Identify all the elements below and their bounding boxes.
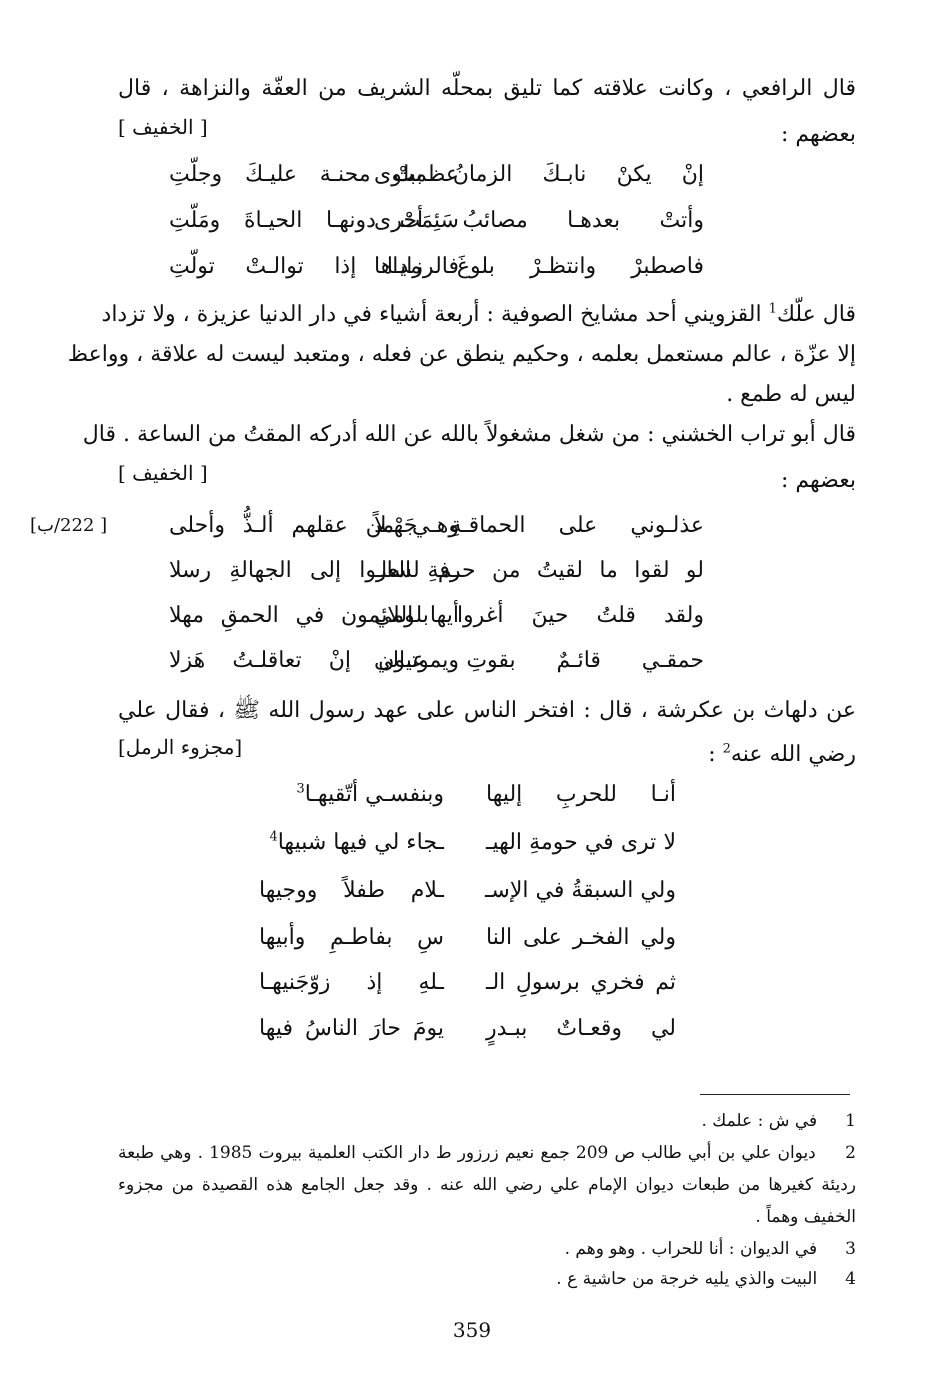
footnote: [118, 1236, 856, 1263]
footnote-text: ديوان علي بن أبي طالب ص 209 جمع نعيم زرزور ط دار الكتب العلمية بيروت 1985 . وهي طبعة: [118, 1143, 816, 1163]
text-run: قال علّك: [776, 302, 856, 327]
paragraph-line: ليس له طمع .: [726, 382, 856, 407]
footnote-ref: 3: [296, 781, 305, 797]
meter-label: [مجزوء الرمل]: [118, 735, 243, 759]
verse-hemistich-left: سِ بفاطـمِ وأبيها: [259, 925, 444, 950]
manuscript-folio-note: [ 222/ب]: [30, 515, 108, 536]
footnote-number: 4: [845, 1269, 856, 1289]
meter-label: [ الخفيف ]: [118, 461, 208, 485]
footnote-ref: 1: [768, 301, 777, 317]
footnote-continuation: الخفيف وهماً .: [755, 1207, 856, 1227]
footnote-ref: 2: [722, 741, 731, 757]
text-run: القزويني أحد مشايخ الصوفية : أربعة أشياء في دار الدنيا عزيزة ، ولا تزداد: [101, 302, 769, 327]
footnote-text: في الديوان : أنا للحراب . وهو وهم .: [564, 1239, 818, 1259]
paragraph-line: إلا عزّة ، عالم مستعمل بعلمه ، وحكيم ينطق عن فعله ، ومتعبد ليست له علاقة ، وواعظ: [67, 342, 856, 367]
verse-hemistich-right: عذلـوني على الحماقـةِ جَهْـلاً: [374, 513, 704, 538]
paragraph-line: بعضهم :: [780, 468, 856, 493]
footnote-text: البيت والذي يليه خرجة من حاشية ع .: [556, 1269, 818, 1289]
verse-hemistich-left: ـم لساروا إلى الجهالةِ رسلا: [169, 558, 459, 583]
paragraph-line: قال الرافعي ، وكانت علاقته كما تليق بمحلّه الشريف من العفّة والنزاهة ، قال: [118, 76, 856, 101]
verse-hemistich-right: إنْ يكنْ نابـكَ الزمانُ ببلوى: [374, 162, 704, 187]
footnote: [118, 1140, 856, 1167]
footnote-text: في ش : علمك .: [701, 1111, 818, 1131]
verse-hemistich-left: أيها اللائمون في الحمقِ مهلا: [169, 603, 459, 628]
verse-hemistich-left: ـلام طفلاً ووجيها: [259, 878, 444, 903]
text-run: :: [708, 742, 723, 767]
verse-hemistich-left: ـلهِ إذ زوّجَنيهـا: [259, 970, 444, 995]
verse-hemistich-left: وهـي من عقلهم ألـذُّ وأحلى: [169, 513, 459, 538]
paragraph-line: عن دلهاث بن عكرشة ، قال : افتخر الناس على عهد رسول الله ﷺ ، فقال علي: [118, 698, 856, 723]
verse-hemistich-right: لي وقعـاتٌ ببـدرٍ: [486, 1016, 676, 1041]
verse-hemistich-left: [259, 828, 444, 858]
footnote-number: 2: [845, 1143, 856, 1163]
text-run: ـجاء لي فيها شبيها: [277, 830, 444, 855]
text-run: وبنفسـي أتّقيهـا: [304, 782, 444, 807]
verse-hemistich-right: ولي السبقةُ في الإسـ: [484, 878, 676, 903]
verse-hemistich-right: لو لقوا ما لقيتُ من حرفةِ العلـ: [374, 558, 704, 583]
paragraph-line: [101, 300, 856, 330]
footnote: [118, 1266, 856, 1293]
text-run: رضي الله عنه: [730, 742, 856, 767]
footnote-number: 3: [845, 1239, 856, 1259]
verse-hemistich-left: فالرزايـا إذا توالـتْ تولّتِ: [169, 254, 459, 279]
verse-hemistich-right: فاصطبرْ وانتظـرْ بلوغَ مداها: [374, 254, 704, 279]
verse-hemistich-left: ويموتـون إنْ تعاقلـتُ هَزلا: [169, 648, 459, 673]
verse-hemistich-left: سَئِمَتْ دونهـا الحيـاةَ ومَلّتِ: [169, 208, 459, 233]
verse-hemistich-right: حمقـي قائـمٌ بقوتِ عيالي: [374, 648, 704, 673]
verse-hemistich-left: عظمتْ محنـة عليـكَ وجلّتِ: [169, 162, 459, 187]
paragraph-line: قال أبو تراب الخشني : من شغل مشغولاً بالله عن الله أدركه المقتُ من الساعة . قال: [82, 422, 856, 447]
verse-hemistich-right: وأتتْ بعدهـا مصائبُ أخرى: [374, 208, 704, 233]
paragraph-line: بعضهم :: [780, 122, 856, 147]
footnote-divider: [700, 1094, 850, 1095]
verse-hemistich-right: أنـا للحربِ إليها: [486, 782, 676, 807]
verse-hemistich-right: لا ترى في حومةِ الهيـ: [486, 830, 676, 855]
meter-label: [ الخفيف ]: [118, 115, 208, 139]
verse-hemistich-left: [259, 780, 444, 810]
verse-hemistich-right: ولقد قلتُ حينَ أغروا بلومي: [374, 603, 704, 628]
page-number: 359: [452, 1318, 492, 1342]
footnote-ref: 4: [269, 829, 278, 845]
footnote-continuation: رديئة كغيرها من طبعات ديوان الإمام علي رضي الله عنه . وقد جعل الجامع هذه القصيدة من مجزوء: [118, 1175, 856, 1195]
footnote: [118, 1108, 856, 1135]
verse-hemistich-left: يومَ حارَ الناسُ فيها: [259, 1016, 444, 1041]
verse-hemistich-right: ولي الفخـر على النا: [486, 925, 676, 950]
footnote-number: 1: [845, 1111, 856, 1131]
verse-hemistich-right: ثم فخري برسولِ الـ: [486, 970, 676, 995]
